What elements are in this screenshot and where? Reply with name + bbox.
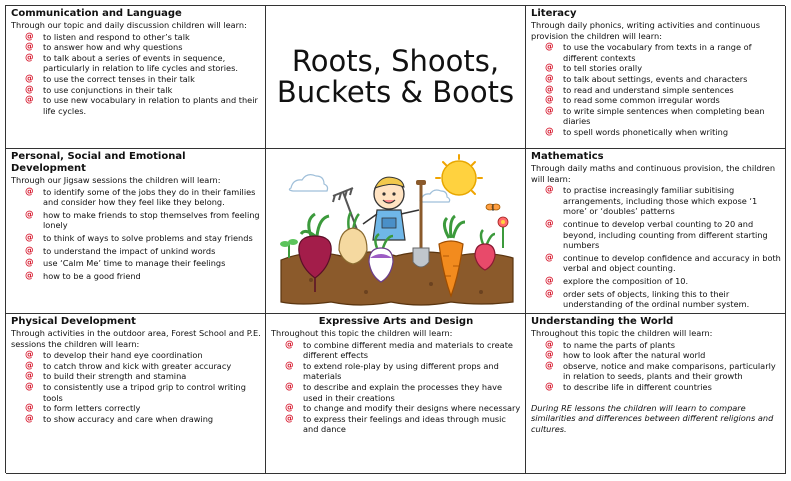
bullet-icon: @ (25, 413, 34, 424)
bullet-icon: @ (25, 84, 34, 95)
topic-grid (5, 5, 785, 473)
list-item: @ continue to develop verbal counting to 20 and beyond, including counting from different starting numbers (545, 218, 768, 251)
cloud-icon (289, 175, 449, 202)
bullet-icon: @ (545, 360, 554, 371)
list-item: @ to practise increasingly familiar subitising arrangements, including those which expose ‘1 more’ or ‘doubles’ patterns (545, 185, 758, 217)
bullet-icon: @ (25, 52, 34, 63)
pse-intro: Through our Jigsaw sessions the children will learn: (11, 175, 221, 185)
maths-list (531, 185, 781, 310)
list-item: @ to build their strength and stamina (25, 371, 187, 382)
list-item: @ to use conjunctions in their talk (25, 84, 173, 95)
bullet-icon: @ (545, 126, 554, 137)
list-item: @ to describe life in different countries (545, 381, 712, 392)
bullet-icon: @ (25, 245, 34, 256)
bullet-icon: @ (545, 218, 554, 229)
butterfly-icon (486, 204, 500, 211)
list-item: @ to think of ways to solve problems and stay friends (25, 232, 253, 243)
list-item: @ to identify some of the jobs they do in their families and consider how they feel like they belong. (25, 186, 256, 208)
bullet-icon: @ (25, 95, 34, 106)
list-item: @ to understand the impact of unkind words (25, 245, 216, 256)
page-title (277, 46, 514, 108)
bullet-icon: @ (285, 403, 294, 414)
list-item: @ how to be a good friend (25, 270, 141, 281)
list-item: @ how to look after the natural world (545, 350, 706, 361)
arts-heading: Expressive Arts and Design (318, 316, 474, 327)
bullet-icon: @ (285, 360, 294, 371)
bullet-icon: @ (25, 232, 34, 243)
bullet-icon: @ (25, 371, 34, 382)
list-item: @ to name the parts of plants (545, 339, 675, 350)
list-item: @ to answer how and why questions (25, 42, 183, 53)
bullet-icon: @ (545, 73, 554, 84)
bullet-icon: @ (545, 185, 554, 196)
physical-intro: Through activities in the outdoor area, Forest School and P.E. sessions the children will learn: (11, 328, 261, 349)
communication-list (11, 32, 261, 117)
list-item: @ order sets of objects, linking this to their understanding of the ordinal number system. (545, 288, 750, 310)
bullet-icon: @ (25, 403, 34, 414)
list-item: @ to talk about a series of events in sequence, particularly in relation to life cycles and stories. (25, 52, 238, 74)
list-item: @ to spell words phonetically when writing (545, 126, 729, 137)
list-item: @ to talk about settings, events and characters (545, 73, 748, 84)
bullet-icon: @ (25, 381, 34, 392)
world-heading: Understanding the World (531, 316, 674, 327)
literacy-intro: Through daily phonics, writing activities and continuous provision the children will learn: (531, 20, 760, 41)
bullet-icon: @ (25, 42, 34, 53)
bullet-icon: @ (25, 31, 34, 42)
maths-section (526, 149, 786, 314)
sun-icon (436, 155, 482, 195)
bullet-icon: @ (25, 258, 34, 269)
bullet-icon: @ (25, 209, 34, 220)
bullet-icon: @ (25, 350, 34, 361)
literacy-section (526, 6, 786, 149)
physical-heading: Physical Development (11, 316, 136, 327)
list-item: @ observe, notice and make comparisons, particularly in relation to seeds, plants and their growth (545, 360, 776, 382)
radish-icon (475, 230, 495, 270)
bullet-icon: @ (545, 84, 554, 95)
list-item: @ to show accuracy and care when drawing (25, 413, 214, 424)
pse-list (11, 187, 261, 282)
physical-list (11, 350, 261, 424)
bullet-icon: @ (545, 339, 554, 350)
bullet-icon: @ (545, 252, 554, 263)
list-item: @ to form letters correctly (25, 403, 141, 414)
title-line-1: Roots, Shoots, (291, 44, 500, 78)
bullet-icon: @ (25, 360, 34, 371)
list-item: @ how to make friends to stop themselves from feeling lonely (25, 209, 260, 231)
bullet-icon: @ (285, 381, 294, 392)
bullet-icon: @ (25, 186, 34, 197)
maths-heading: Mathematics (531, 151, 604, 162)
re-note: During RE lessons the children will learn to compare similarities and differences between different religions and cultures. (531, 402, 774, 434)
bullet-icon: @ (285, 339, 294, 350)
communication-intro: Through our topic and daily discussion children will learn: (11, 20, 247, 30)
list-item: @ to use the vocabulary from texts in a range of different contexts (545, 42, 752, 63)
physical-section (6, 314, 266, 474)
bullet-icon: @ (285, 413, 294, 424)
list-item: @ to express their feelings and ideas through music and dance (285, 413, 506, 435)
shovel-icon (413, 180, 429, 267)
flower-icon (498, 217, 508, 248)
illustration-section (266, 149, 526, 314)
list-item: @ explore the composition of 10. (545, 275, 689, 286)
list-item: @ to develop their hand eye coordination (25, 350, 203, 361)
list-item: @ to extend role-play by using different props and materials (285, 360, 499, 382)
list-item: @ to change and modify their designs where necessary (285, 403, 521, 414)
arts-list (271, 340, 521, 435)
list-item: @ to describe and explain the processes they have used in their creations (285, 381, 502, 403)
list-item: @ to tell stories orally (545, 63, 643, 74)
arts-intro: Throughout this topic the children will learn: (271, 328, 453, 338)
bullet-icon: @ (545, 381, 554, 392)
list-item: @ to catch throw and kick with greater accuracy (25, 360, 232, 371)
bullet-icon: @ (545, 275, 554, 286)
list-item: @ to use new vocabulary in relation to plants and their life cycles. (25, 95, 258, 116)
child-icon (363, 177, 419, 240)
list-item: @ to write simple sentences when completing bean diaries (545, 105, 765, 127)
literacy-heading: Literacy (531, 8, 577, 19)
list-item: @ to read some common irregular words (545, 95, 720, 106)
bullet-icon: @ (545, 95, 554, 106)
maths-intro: Through daily maths and continuous provision, the children will learn: (531, 163, 776, 184)
communication-section (6, 6, 266, 149)
arts-section (266, 314, 526, 474)
list-item: @ to use the correct tenses in their talk (25, 73, 195, 84)
list-item: @ continue to develop confidence and accuracy in both verbal and object counting. (545, 252, 781, 274)
pse-section (6, 149, 266, 314)
world-section (526, 314, 786, 474)
list-item: @ to combine different media and materials to create different effects (285, 339, 513, 361)
bullet-icon: @ (545, 63, 554, 74)
title-section (266, 6, 526, 149)
list-item: @ to consistently use a tripod grip to control writing tools (25, 381, 246, 403)
bullet-icon: @ (25, 73, 34, 84)
bullet-icon: @ (545, 288, 554, 299)
bullet-icon: @ (545, 350, 554, 361)
title-line-2: Buckets & Boots (276, 75, 515, 109)
world-intro: Throughout this topic the children will learn: (531, 328, 713, 338)
bullet-icon: @ (25, 270, 34, 281)
child-gardener-with-vegetables-icon (271, 152, 521, 310)
list-item: @ use ‘Calm Me’ time to manage their feelings (25, 258, 226, 269)
list-item: @ to listen and respond to other’s talk (25, 31, 190, 42)
bullet-icon: @ (545, 42, 554, 53)
list-item: @ to read and understand simple sentences (545, 84, 734, 95)
world-list (531, 340, 781, 393)
bullet-icon: @ (545, 105, 554, 116)
communication-heading: Communication and Language (11, 8, 182, 19)
literacy-list (531, 42, 781, 137)
pse-heading: Personal, Social and Emotional Development (11, 151, 186, 174)
